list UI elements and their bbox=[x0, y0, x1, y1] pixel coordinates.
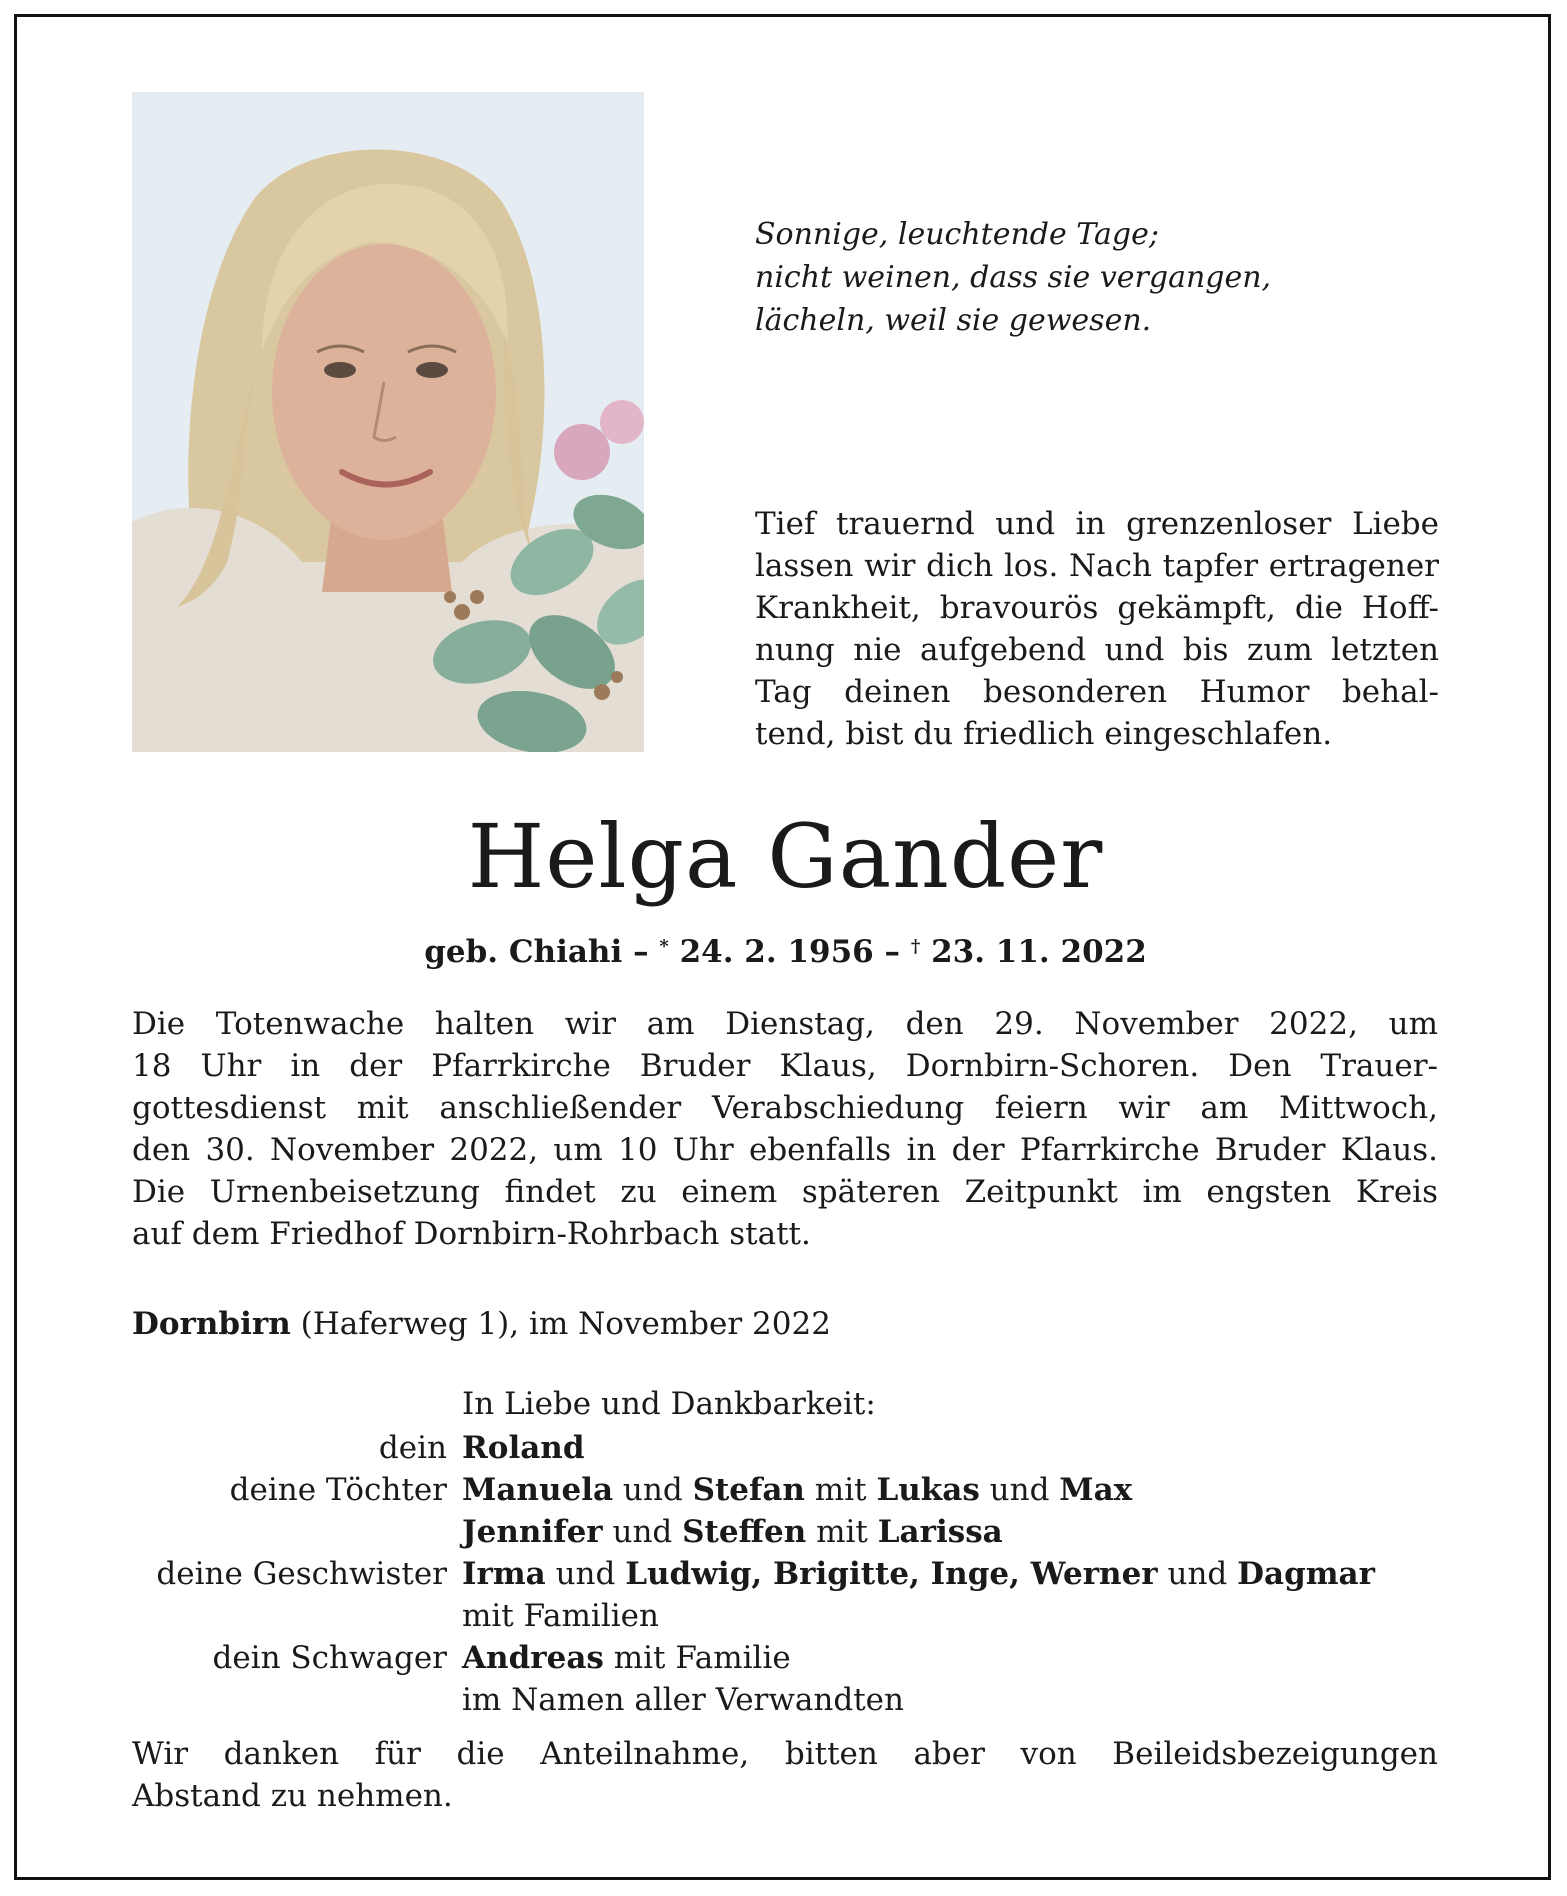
funeral-details bbox=[132, 1003, 1438, 1255]
obituary-notice bbox=[14, 14, 1551, 1880]
details-line: auf dem Friedhof Dornbirn-Rohrbach statt. bbox=[132, 1216, 811, 1252]
mourner-row bbox=[17, 1469, 1554, 1511]
mourners-list bbox=[17, 1427, 1554, 1721]
mourner-name: Stefan bbox=[692, 1472, 805, 1508]
mourner-row bbox=[17, 1637, 1554, 1679]
mourner-names bbox=[462, 1427, 585, 1469]
place-rest: (Haferweg 1), im November 2022 bbox=[290, 1306, 831, 1342]
mourner-names bbox=[462, 1679, 904, 1721]
intro-line: tend, bist du friedlich eingeschlafen. bbox=[755, 716, 1333, 752]
mourner-connector: mit Familien bbox=[462, 1598, 659, 1634]
place-date bbox=[132, 1303, 831, 1345]
mourner-relation: dein bbox=[378, 1430, 447, 1466]
death-date: 23. 11. 2022 bbox=[931, 934, 1147, 970]
mourner-connector: mit bbox=[804, 1472, 877, 1508]
mourner-relation: dein Schwager bbox=[212, 1640, 447, 1676]
mourner-name: Larissa bbox=[877, 1514, 1003, 1550]
mourner-names bbox=[462, 1637, 791, 1679]
mourner-connector: und bbox=[602, 1514, 683, 1550]
mourner-connector: und bbox=[1157, 1556, 1238, 1592]
deceased-name: Helga Gander bbox=[467, 805, 1104, 908]
mourner-names bbox=[462, 1595, 659, 1637]
separator: – bbox=[884, 934, 901, 970]
details-line: gottesdienst mit anschließender Verabschiedung feiern wir am Mittwoch, bbox=[132, 1090, 1438, 1126]
mourner-connector: und bbox=[979, 1472, 1060, 1508]
mourner-row bbox=[17, 1595, 1554, 1637]
mourner-connector: und bbox=[613, 1472, 693, 1508]
closing-note bbox=[132, 1733, 1438, 1817]
intro-line: nung nie aufgebend und bis zum letzten bbox=[755, 632, 1439, 668]
closing-line: Abstand zu nehmen. bbox=[132, 1778, 453, 1814]
intro-line: Tief trauernd und in grenzenloser Liebe bbox=[755, 506, 1439, 542]
details-line: den 30. November 2022, um 10 Uhr ebenfalls in der Pfarrkirche Bruder Klaus. bbox=[132, 1132, 1438, 1168]
death-symbol: † bbox=[910, 936, 921, 957]
details-line: Die Urnenbeisetzung findet zu einem späteren Zeitpunkt im engsten Kreis bbox=[132, 1174, 1438, 1210]
mourner-names bbox=[462, 1511, 1003, 1553]
mourner-row bbox=[17, 1553, 1554, 1595]
mourner-name: Lukas bbox=[876, 1472, 980, 1508]
quote-line: nicht weinen, dass sie vergangen, bbox=[755, 260, 1272, 295]
mourner-connector: und bbox=[545, 1556, 626, 1592]
place-city: Dornbirn bbox=[132, 1306, 291, 1342]
mourner-relation: deine Geschwister bbox=[156, 1556, 447, 1592]
mourner-connector: mit Familie bbox=[603, 1640, 791, 1676]
intro-line: Tag deinen besonderen Humor behal- bbox=[755, 674, 1439, 710]
intro-paragraph bbox=[755, 503, 1439, 755]
mourner-name: Jennifer bbox=[462, 1514, 603, 1550]
mourner-name: Max bbox=[1059, 1472, 1133, 1508]
closing-line: Wir danken für die Anteilnahme, bitten aber von Beileidsbezeigungen bbox=[132, 1736, 1438, 1772]
mourner-connector: im Namen aller Verwandten bbox=[462, 1682, 904, 1718]
mourner-row bbox=[17, 1427, 1554, 1469]
quote-line: Sonnige, leuchtende Tage; bbox=[755, 217, 1159, 252]
quote-line: lächeln, weil sie gewesen. bbox=[755, 303, 1152, 338]
intro-line: Krankheit, bravourös gekämpft, die Hoff- bbox=[755, 590, 1439, 626]
maiden-name: geb. Chiahi bbox=[424, 934, 623, 970]
details-line: 18 Uhr in der Pfarrkirche Bruder Klaus, Dornbirn-Schoren. Den Trauer- bbox=[132, 1048, 1438, 1084]
mourner-name: Ludwig, Brigitte, Inge, Werner bbox=[625, 1556, 1158, 1592]
portrait-image bbox=[132, 92, 644, 752]
mourner-connector: mit bbox=[806, 1514, 878, 1550]
mourner-names bbox=[462, 1553, 1375, 1595]
separator: – bbox=[633, 934, 649, 970]
birth-symbol: * bbox=[659, 936, 669, 957]
mourner-name: Andreas bbox=[462, 1640, 604, 1676]
intro-line: lassen wir dich los. Nach tapfer ertragener bbox=[755, 548, 1439, 584]
mourner-name: Irma bbox=[462, 1556, 546, 1592]
mourner-relation: deine Töchter bbox=[229, 1472, 447, 1508]
details-line: Die Totenwache halten wir am Dienstag, den 29. November 2022, um bbox=[132, 1006, 1438, 1042]
mourner-row bbox=[17, 1679, 1554, 1721]
mourner-name: Steffen bbox=[682, 1514, 807, 1550]
mourner-name: Roland bbox=[462, 1430, 585, 1466]
memorial-quote bbox=[755, 213, 1475, 342]
mourner-name: Dagmar bbox=[1237, 1556, 1375, 1592]
birth-date: 24. 2. 1956 bbox=[679, 934, 874, 970]
portrait-photo bbox=[132, 92, 644, 752]
mourner-row bbox=[17, 1511, 1554, 1553]
mourner-names bbox=[462, 1469, 1132, 1511]
thanks-intro: In Liebe und Dankbarkeit: bbox=[462, 1386, 876, 1422]
mourner-name: Manuela bbox=[462, 1472, 614, 1508]
life-dates bbox=[17, 927, 1554, 972]
